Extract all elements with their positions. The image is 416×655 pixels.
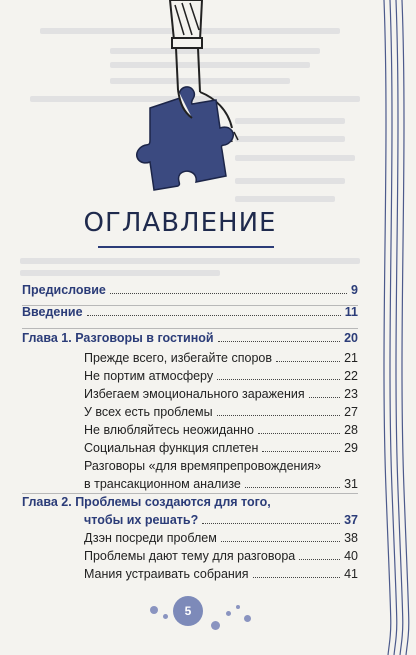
toc-subentry-label: Избегаем эмоционального заражения xyxy=(84,387,305,401)
toc-subentry-label: Прежде всего, избегайте споров xyxy=(84,351,273,365)
toc-subentry-label: Проблемы дают тему для разговора xyxy=(84,549,296,563)
toc-subentry[interactable] xyxy=(84,476,358,492)
dot-leader xyxy=(202,523,340,524)
toc-entry-chapter-2[interactable] xyxy=(84,512,358,528)
page-number: 5 xyxy=(173,596,203,626)
decorative-dot xyxy=(150,606,158,614)
decorative-dot xyxy=(226,611,231,616)
decorative-dot xyxy=(236,605,240,609)
toc-entry-chapter-1[interactable] xyxy=(22,330,358,346)
toc-subentry[interactable] xyxy=(84,530,358,546)
toc-subentry[interactable] xyxy=(84,422,358,438)
toc-subentry-page: 27 xyxy=(344,405,358,419)
toc-subentry[interactable] xyxy=(84,404,358,420)
toc-subentry[interactable] xyxy=(84,350,358,366)
toc-subentry[interactable] xyxy=(84,440,358,456)
dot-leader xyxy=(217,379,340,380)
dot-leader xyxy=(221,541,340,542)
toc-entry-page: 11 xyxy=(344,305,358,319)
toc-subentry-label: Не портим атмосферу xyxy=(84,369,214,383)
dot-leader xyxy=(309,397,340,398)
toc-entry-label: Глава 1. Разговоры в гостиной xyxy=(22,331,214,345)
toc-subentry-page: 22 xyxy=(344,369,358,383)
toc-subentry-label: У всех есть проблемы xyxy=(84,405,213,419)
dot-leader xyxy=(87,315,341,316)
decorative-dot xyxy=(244,615,251,622)
toc-entry-label: Введение xyxy=(22,305,83,319)
page-title: ОГЛАВЛЕНИЕ xyxy=(83,208,277,238)
toc-subentry-page: 38 xyxy=(344,531,358,545)
toc-subentry[interactable] xyxy=(84,566,358,582)
toc-subentry[interactable] xyxy=(84,386,358,402)
dot-leader xyxy=(253,577,341,578)
toc-subentry-page: 40 xyxy=(344,549,358,563)
dot-leader xyxy=(245,487,340,488)
hand-holding-puzzle-icon xyxy=(120,0,270,200)
toc-subentry-page: 41 xyxy=(344,567,358,581)
decorative-dot xyxy=(163,614,168,619)
toc-entry-page: 9 xyxy=(351,283,358,297)
title-underline xyxy=(98,246,274,248)
toc-subentry[interactable] xyxy=(84,548,358,564)
toc-entry-page: 20 xyxy=(344,331,358,345)
toc-entry-preface[interactable] xyxy=(22,282,358,298)
toc-entry-page: 37 xyxy=(344,513,358,527)
toc-subentry-label-line1[interactable]: Разговоры «для времяпрепровождения» xyxy=(84,459,322,473)
toc-entry-intro[interactable] xyxy=(22,304,358,320)
dot-leader xyxy=(299,559,340,560)
toc-subentry-label: Не влюбляйтесь неожиданно xyxy=(84,423,254,437)
dot-leader xyxy=(258,433,340,434)
toc-subentry-label-line2: в трансакционном анализе xyxy=(84,477,241,491)
dot-leader xyxy=(217,415,341,416)
toc-subentry-page: 29 xyxy=(344,441,358,455)
toc-chapter-2-line1[interactable]: Глава 2. Проблемы создаются для того, xyxy=(22,495,271,509)
dot-leader xyxy=(110,293,347,294)
dot-leader xyxy=(276,361,340,362)
puzzle-piece-icon xyxy=(137,87,234,190)
toc-subentry-page: 28 xyxy=(344,423,358,437)
divider xyxy=(22,328,358,329)
toc-subentry-label: Мания устраивать собрания xyxy=(84,567,249,581)
toc-subentry-page: 23 xyxy=(344,387,358,401)
toc-subentry-label: Дзэн посреди проблем xyxy=(84,531,217,545)
toc-subentry-page: 31 xyxy=(344,477,358,491)
toc-subentry-label: Социальная функция сплетен xyxy=(84,441,259,455)
decorative-dot xyxy=(211,621,220,630)
toc-entry-label-line2: чтобы их решать? xyxy=(84,513,199,527)
page-edge-lines xyxy=(376,0,416,655)
dot-leader xyxy=(262,451,340,452)
toc-subentry-page: 21 xyxy=(344,351,358,365)
toc-subentry[interactable] xyxy=(84,368,358,384)
toc-entry-label: Предисловие xyxy=(22,283,106,297)
dot-leader xyxy=(218,341,340,342)
